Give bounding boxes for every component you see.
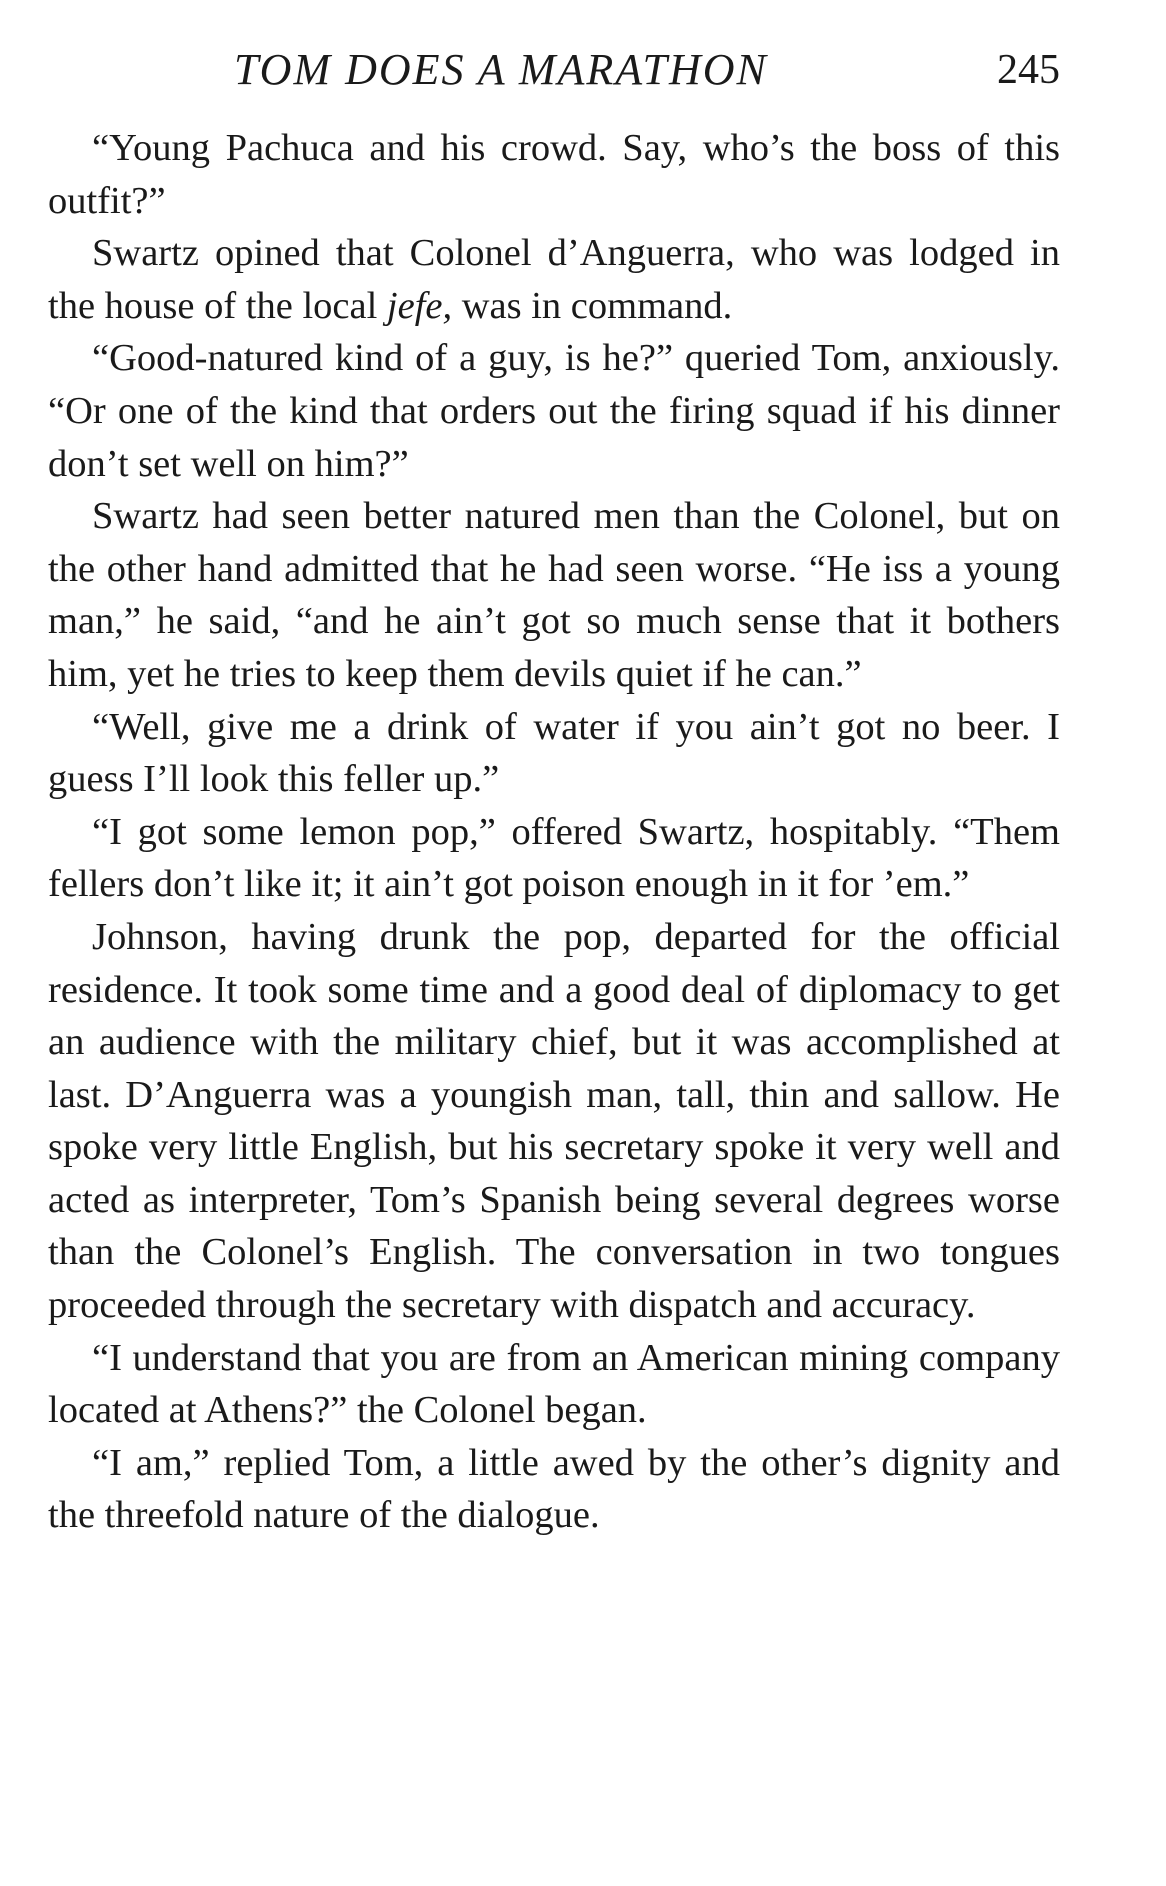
body-text: [48, 122, 1060, 1542]
text-run: was in command.: [452, 284, 733, 327]
text-run: Swartz opined that Colonel d’Anguerra, who was lodged in the house of the local: [48, 232, 1060, 327]
running-title: TOM DOES A MARATHON: [234, 45, 768, 94]
page-number: 245: [997, 47, 1060, 93]
paragraph: Johnson, having drunk the pop, departed for the official residence. It took some time and a good deal of diplomacy to get an audience with the military chief, but it was accomplished at last. D’Anguerra was a youngish man, tall, thin and sallow. He spoke very little English, but his secretary spoke it very well and acted as interpreter, Tom’s Spanish being several degrees worse than the Colonel’s English. The conversation in two tongues proceeded through the secretary with dispatch and accuracy.: [48, 915, 1060, 1327]
paragraph: “Young Pachuca and his crowd. Say, who’s the boss of this outfit?”: [48, 127, 1060, 222]
italic-word: jefe,: [386, 284, 453, 327]
paragraph: “Well, give me a drink of water if you ain’t got no beer. I guess I’ll look this feller up.”: [48, 705, 1060, 801]
paragraph: Swartz had seen better natured men than the Colonel, but on the other hand admitted that he had seen worse. “He iss a young man,” he said, “and he ain’t got so much sense that it bothers him, yet he tries to keep them devils quiet if he can.”: [48, 495, 1060, 695]
paragraph: “I understand that you are from an American mining company located at Athens?” the Colonel began.: [48, 1336, 1060, 1432]
paragraph: [48, 227, 1060, 332]
paragraph: “I am,” replied Tom, a little awed by the other’s dignity and the threefold nature of the dialogue.: [48, 1441, 1060, 1537]
paragraph: “Good-natured kind of a guy, is he?” queried Tom, anxiously. “Or one of the kind that orders out the firing squad if his dinner don’t set well on him?”: [48, 337, 1060, 485]
page-header: [46, 40, 1060, 100]
paragraph: “I got some lemon pop,” offered Swartz, hospitably. “Them fellers don’t like it; it ain’t got poison enough in it for ’em.”: [48, 810, 1060, 906]
